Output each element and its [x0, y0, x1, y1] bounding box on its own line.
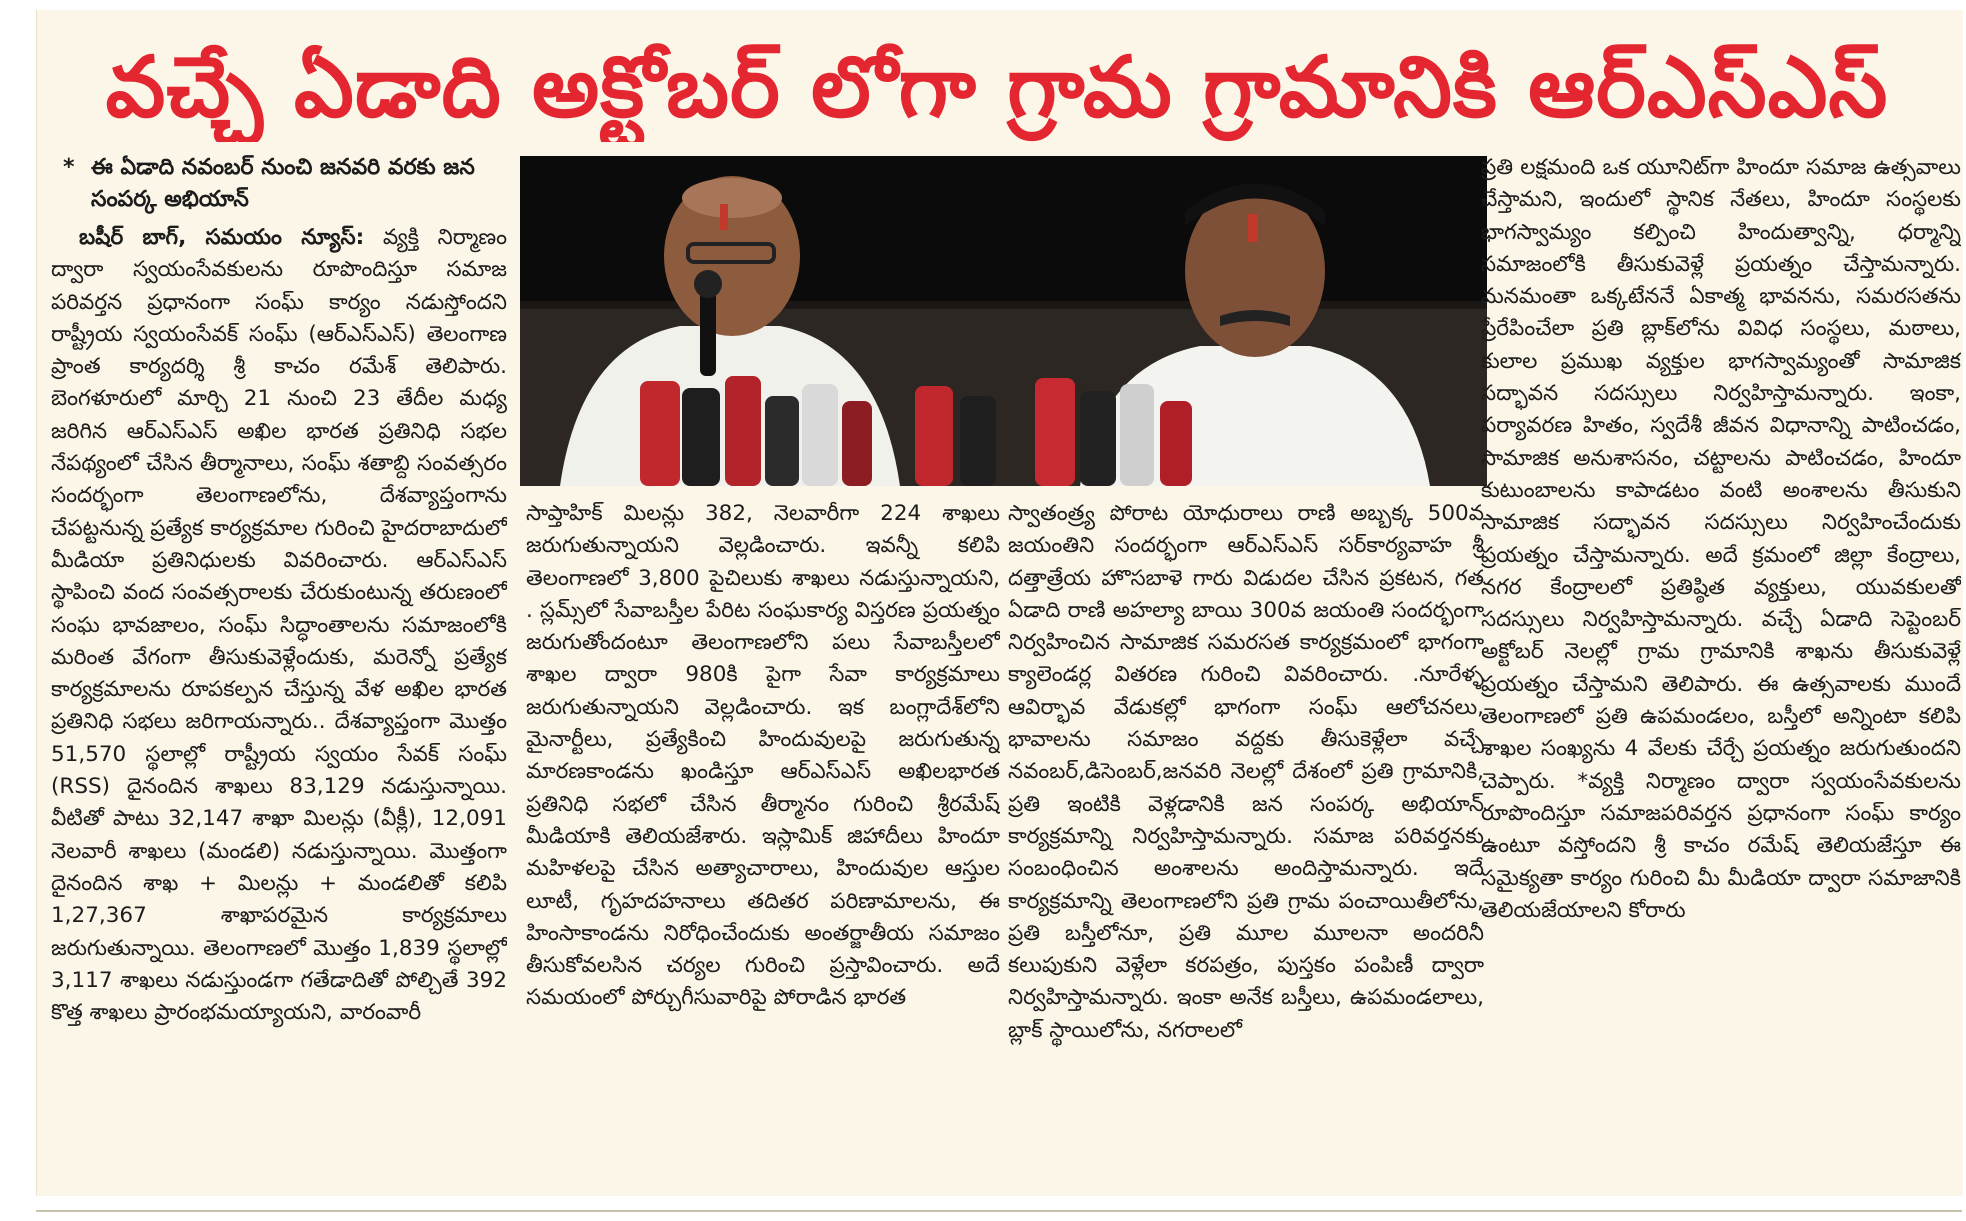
bottom-divider	[36, 1210, 1962, 1212]
article-paragraph-1	[51, 222, 507, 1029]
bullet-star-icon: *	[63, 155, 75, 180]
article-text-2: సాప్తాహిక్ మిలన్లు 382, నెలవారీగా 224 శాఖలు జరుగుతున్నాయని వెల్లడించారు. ఇవన్నీ కలిపి తెలంగాణలో 3,800 పైచిలుకు శాఖలు నడుస్తున్నాయని, . స్లమ్స్‌లో సేవాబస్తీల పేరిట సంఘకార్య విస్తరణ ప్రయత్నం జరుగుతోందంటూ తెలంగాణలోని పలు సేవాబస్తీలలో శాఖల ద్వారా 980కి పైగా సేవా కార్యక్రమాలు జరుగుతున్నాయని వెల్లడించారు. ఇక బంగ్లాదేశ్‌లోని మైనార్టీలు, ప్రత్యేకించి హిందువులపై జరుగుతున్న మారణకాండను ఖండిస్తూ ఆర్ఎస్ఎస్ అఖిలభారత ప్రతినిధి సభలో చేసిన తీర్మానం గురించి శ్రీరమేష్ మీడియాకి తెలియజేశారు. ఇస్లామిక్ జిహాదీలు హిందూ మహిళలపై చేసిన అత్యాచారాలు, హిందువుల ఆస్తుల లూటీ, గృహదహనాలు తదితర పరిణామాలను, ఈ హింసాకాండను నిరోధించేందుకు అంతర్జాతీయ సమాజం తీసుకోవలసిన చర్యల గురించి ప్రస్తావించారు. అదే సమయంలో పోర్చుగీసువారిపై పోరాడిన భారత	[526, 501, 1000, 1011]
article-column-3	[1008, 498, 1484, 1188]
press-conference-illustration	[520, 156, 1487, 486]
article-column-1	[51, 152, 507, 1192]
summary-bullet-text: ఈ ఏడాది నవంబర్ నుంచి జనవరి వరకు జన సంపర్క అభియాన్	[91, 155, 475, 212]
article-text-3: స్వాతంత్ర్య పోరాట యోధురాలు రాణి అబ్బక్క 500వ జయంతిని సందర్భంగా ఆర్ఎస్ఎస్ సర్‌కార్యవాహ శ్రీ దత్తాత్రేయ హొసబాళె గారు విడుదల చేసిన ప్రకటన, గత ఏడాది రాణి అహల్యా బాయి 300వ జయంతి సందర్భంగా నిర్వహించిన సామాజిక సమరసత కార్యక్రమంలో భాగంగా క్యాలెండర్ల వితరణ గురించి వివరించారు. .నూరేళ్ళ ఆవిర్భావ వేడుకల్లో భాగంగా సంఘ్ ఆలోచనలు, భావాలను సమాజం వద్దకు తీసుకెళ్లేలా వచ్చే నవంబర్,డిసెంబర్,జనవరి నెలల్లో దేశంలో ప్రతి గ్రామానికి, ప్రతి ఇంటికి వెళ్లడానికి జన సంపర్క అభియాన్ కార్యక్రమాన్ని నిర్వహిస్తామన్నారు. సమాజ పరివర్తనకు సంబంధించిన అంశాలను అందిస్తామన్నారు. ఇదే కార్యక్రమాన్ని తెలంగాణలోని ప్రతి గ్రామ పంచాయితీలోను, ప్రతి బస్తీలోనూ, ప్రతి మూల మూలనా అందరినీ కలుపుకుని వెళ్లేలా కరపత్రం, పుస్తకం పంపిణీ ద్వారా నిర్వహిస్తామన్నారు. ఇంకా అనేక బస్తీలు, ఉపమండలాలు, బ్లాక్ స్థాయిలోను, నగరాలలో	[1008, 501, 1484, 1043]
headline: వచ్చే ఏడాది అక్టోబర్ లోగా గ్రామ గ్రామానికి ఆర్ఎస్ఎస్	[105, 38, 1889, 136]
summary-bullet	[51, 152, 507, 216]
article-column-2	[526, 498, 1000, 1188]
newspaper-clipping	[36, 10, 1963, 1196]
article-text-1: వ్యక్తి నిర్మాణం ద్వారా స్వయంసేవకులను రూపొందిస్తూ సమాజ పరివర్తన ప్రధానంగా సంఘ్ కార్యం నడుస్తోందని రాష్ట్రీయ స్వయంసేవక్ సంఘ్ (ఆర్ఎస్ఎస్) తెలంగాణ ప్రాంత కార్యదర్శి శ్రీ కాచం రమేశ్ తెలిపారు. బెంగళూరులో మార్చి 21 నుంచి 23 తేదీల మధ్య జరిగిన ఆర్ఎస్ఎస్ అఖిల భారత ప్రతినిధి సభల నేపథ్యంలో చేసిన తీర్మానాలు, సంఘ్ శతాబ్ది సంవత్సరం సందర్భంగా తెలంగాణలోను, దేశవ్యాప్తంగాను చేపట్టనున్న ప్రత్యేక కార్యక్రమాల గురించి హైదరాబాదులో మీడియా ప్రతినిధులకు వివరించారు. ఆర్ఎస్ఎస్ స్థాపించి వంద సంవత్సరాలకు చేరుకుంటున్న తరుణంలో సంఘ భావజాలం, సంఘ్ సిద్ధాంతాలను సమాజంలోకి మరింత వేగంగా తీసుకువెళ్లేందుకు, మరెన్నో ప్రత్యేక కార్యక్రమాలను రూపకల్పన చేస్తున్న వేళ అఖిల భారత ప్రతినిధి సభలు జరిగాయన్నారు.. దేశవ్యాప్తంగా మొత్తం 51,570 స్థలాల్లో రాష్ట్రీయ స్వయం సేవక్ సంఘ్ (RSS) దైనందిన శాఖలు 83,129 నడుస్తున్నాయి. వీటితో పాటు 32,147 శాఖా మిలన్లు (వీక్లీ), 12,091 నెలవారీ శాఖలు (మండలి) నడుస్తున్నాయి. మొత్తంగా దైనందిన శాఖ + మిలన్లు + మండలితో కలిపి 1,27,367 శాఖాపరమైన కార్యక్రమాలు జరుగుతున్నాయి. తెలంగాణలో మొత్తం 1,839 స్థలాల్లో 3,117 శాఖలు నడుస్తుండగా గతేడాదితో పోల్చితే 392 కొత్త శాఖలు ప్రారంభమయ్యాయని, వారంవారీ	[51, 225, 507, 1026]
dateline: బషీర్ బాగ్, సమయం న్యూస్:	[79, 225, 365, 250]
article-column-4	[1481, 152, 1961, 1192]
press-conference-photo	[520, 156, 1487, 486]
article-text-4: ప్రతి లక్షమంది ఒక యూనిట్‌గా హిందూ సమాజ ఉత్సవాలు చేస్తామని, ఇందులో స్థానిక నేతలు, హిందూ సంస్థలకు భాగస్వామ్యం కల్పించి హిందుత్వాన్ని, ధర్మాన్ని సమాజంలోకి తీసుకువెళ్లే ప్రయత్నం చేస్తామన్నారు. మనమంతా ఒక్కటేననే ఏకాత్మ భావనను, సమరసతను ప్రేరేపించేలా ప్రతి బ్లాక్‌లోను వివిధ సంస్థలు, మఠాలు, కులాల ప్రముఖ వ్యక్తుల భాగస్వామ్యంతో సామాజిక సద్భావన సదస్సులు నిర్వహిస్తామన్నారు. ఇంకా, పర్యావరణ హితం, స్వదేశీ జీవన విధానాన్ని పాటించడం, సామాజిక అనుశాసనం, చట్టాలను పాటించడం, హిందూ కుటుంబాలను కాపాడటం వంటి అంశాలను తీసుకుని సామాజిక సద్భావన సదస్సులు నిర్వహించేందుకు ప్రయత్నం చేస్తామన్నారు. అదే క్రమంలో జిల్లా కేంద్రాలు, నగర కేంద్రాలలో ప్రతిష్ఠిత వ్యక్తులు, యువకులతో సదస్సులు నిర్వహిస్తామన్నారు. వచ్చే ఏడాది సెప్టెంబర్ అక్టోబర్ నెలల్లో గ్రామ గ్రామానికి శాఖను తీసుకువెళ్లే ప్రయత్నం చేస్తామని తెలిపారు. ఈ ఉత్సవాలకు ముందే తెలంగాణలో ప్రతి ఉపమండలం, బస్తీలో అన్నింటా కలిపి శాఖల సంఖ్యను 4 వేలకు చేర్చే ప్రయత్నం జరుగుతుందని చెప్పారు. *వ్యక్తి నిర్మాణం ద్వారా స్వయంసేవకులను రూపొందిస్తూ సమాజపరివర్తన ప్రధానంగా సంఘ్ కార్యం ఉంటూ వస్తోందని శ్రీ కాచం రమేష్ తెలియజేస్తూ ఈ సమైక్యతా కార్యం గురించి మీ మీడియా ద్వారా సమాజానికి తెలియజేయాలని కోరారు	[1481, 155, 1961, 923]
